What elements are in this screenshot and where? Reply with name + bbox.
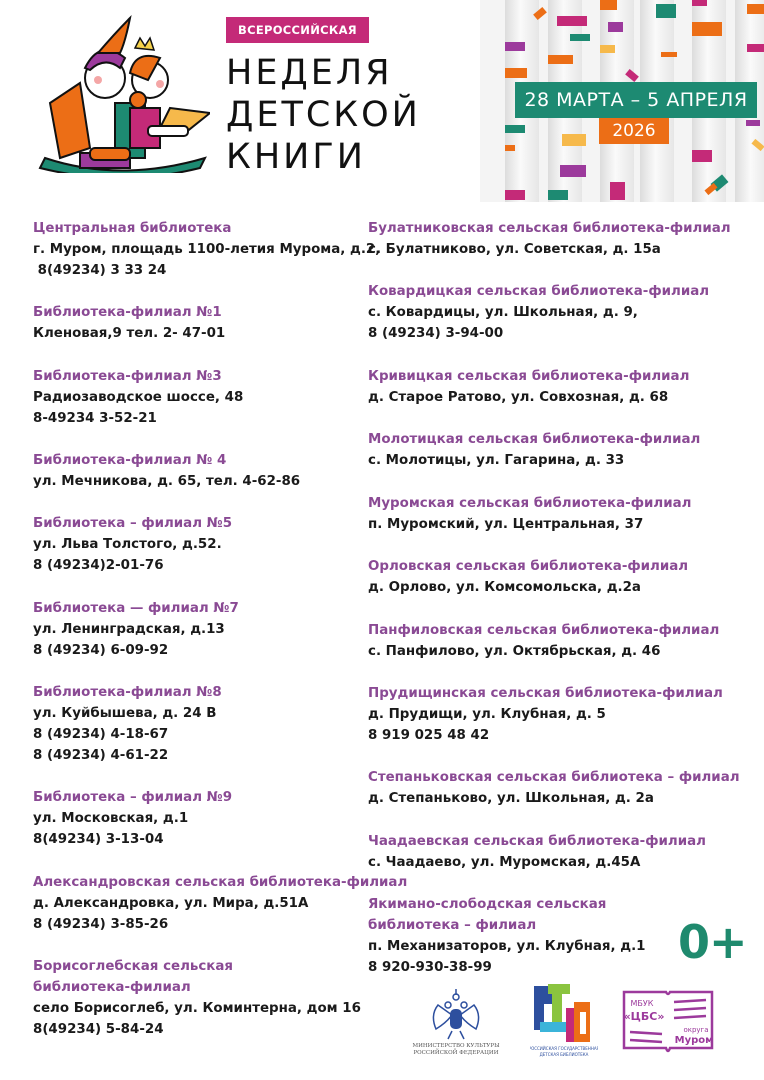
open-book-icon — [622, 988, 714, 1056]
library-entry — [368, 429, 700, 471]
library-entry — [368, 831, 706, 873]
event-year: 2026 — [599, 118, 669, 144]
ministry-of-culture-logo — [408, 985, 504, 1057]
rgdb-logo — [530, 982, 598, 1062]
library-address: с. Ковардицы, ул. Школьная, д. 9, — [368, 305, 638, 320]
library-entry — [33, 218, 380, 281]
age-rating: 0+ — [678, 915, 747, 969]
library-entry — [33, 450, 300, 492]
library-name: Булатниковская сельская библиотека-филиал — [368, 221, 731, 236]
library-name: Библиотека — филиал №7 — [33, 601, 239, 616]
library-name: Библиотека-филиал №8 — [33, 685, 222, 700]
library-name: Библиотека-филиал №3 — [33, 369, 222, 384]
library-address: ул. Куйбышева, д. 24 В — [33, 706, 217, 721]
library-name: Библиотека-филиал №1 — [33, 305, 222, 320]
library-name: Прудищинская сельская библиотека-филиал — [368, 686, 723, 701]
rgdb-caption-2: ДЕТСКАЯ БИБЛИОТЕКА — [539, 1052, 589, 1057]
library-address: г. Муром, площадь 1100-летия Мурома, д.2, — [33, 242, 381, 257]
library-address: д. Старое Ратово, ул. Совхозная, д. 68 — [368, 390, 669, 405]
library-phone: 8(49234) 3-13-04 — [33, 832, 164, 847]
library-name: Чаадаевская сельская библиотека-филиал — [368, 834, 706, 849]
library-name: Библиотека – филиал №9 — [33, 790, 233, 805]
library-address: с. Булатниково, ул. Советская, д. 15а — [368, 242, 661, 257]
library-address: п. Муромский, ул. Центральная, 37 — [368, 517, 644, 532]
badge-vserossiyskaya: ВСЕРОССИЙСКАЯ — [226, 17, 369, 43]
library-name: Молотицкая сельская библиотека-филиал — [368, 432, 701, 447]
library-name-cont: библиотека-филиал — [33, 980, 191, 995]
svg-text:округа: округа — [683, 1026, 709, 1034]
svg-text:Муром: Муром — [674, 1035, 714, 1046]
library-address: д. Александровка, ул. Мира, д.51А — [33, 896, 309, 911]
svg-text:МБУК: МБУК — [630, 999, 654, 1008]
library-name-cont: библиотека – филиал — [368, 918, 537, 933]
library-entry — [33, 956, 361, 1040]
library-address: село Борисоглеб, ул. Коминтерна, дом 16 — [33, 1001, 361, 1016]
library-phone: 8 (49234) 3-94-00 — [368, 326, 504, 341]
library-entry — [368, 493, 691, 535]
rgdb-caption-1: РОССИЙСКАЯ ГОСУДАРСТВЕННАЯ — [530, 1046, 598, 1051]
library-address: д. Степаньково, ул. Школьная, д. 2а — [368, 791, 654, 806]
library-name: Библиотека – филиал №5 — [33, 516, 233, 531]
event-dates: 28 МАРТА – 5 АПРЕЛЯ — [515, 82, 757, 118]
library-entry — [33, 302, 225, 344]
library-entry — [33, 513, 232, 576]
library-name: Орловская сельская библиотека-филиал — [368, 559, 689, 574]
library-name: Муромская сельская библиотека-филиал — [368, 496, 692, 511]
library-address: с. Чаадаево, ул. Муромская, д.45А — [368, 855, 641, 870]
ministry-caption-line-1: МИНИСТЕРСТВО КУЛЬТУРЫ — [412, 1043, 500, 1049]
library-address: ул. Ленинградская, д.13 — [33, 622, 225, 637]
library-entry — [33, 682, 222, 766]
library-address: ул. Мечникова, д. 65, тел. 4-62-86 — [33, 474, 301, 489]
library-entry — [368, 683, 723, 746]
ministry-caption-line-2: РОССИЙСКОЙ ФЕДЕРАЦИИ — [413, 1050, 499, 1056]
library-phone: 8(49234) 5-84-24 — [33, 1022, 164, 1037]
svg-text:«ЦБС»: «ЦБС» — [623, 1010, 665, 1023]
library-address: п. Механизаторов, ул. Клубная, д.1 — [368, 939, 646, 954]
library-entry — [368, 894, 645, 978]
library-entry — [33, 872, 407, 935]
library-entry — [33, 598, 239, 661]
library-entry — [368, 556, 688, 598]
library-entry — [368, 281, 709, 344]
library-name: Александровская сельская библиотека-филиал — [33, 875, 408, 890]
library-name: Панфиловская сельская библиотека-филиал — [368, 623, 720, 638]
library-name: Кривицкая сельская библиотека-филиал — [368, 369, 690, 384]
title-line-1: НЕДЕЛЯ — [226, 53, 393, 93]
mbuk-cbs-murom-logo — [622, 988, 714, 1056]
library-phone: 8 920-930-38-99 — [368, 960, 492, 975]
library-phone: 8 (49234) 4-18-67 — [33, 727, 169, 742]
library-address: ул. Московская, д.1 — [33, 811, 189, 826]
library-entry — [368, 366, 689, 408]
library-address: с. Молотицы, ул. Гагарина, д. 33 — [368, 453, 625, 468]
library-address: д. Прудищи, ул. Клубная, д. 5 — [368, 707, 606, 722]
library-name: Якимано-слободская сельская — [368, 897, 607, 912]
library-address: ул. Льва Толстого, д.52. — [33, 537, 222, 552]
library-phone: 8 (49234)2-01-76 — [33, 558, 164, 573]
library-name: Борисоглебская сельская — [33, 959, 234, 974]
library-phone: 8 919 025 48 42 — [368, 728, 490, 743]
children-reading-logo-icon — [20, 8, 210, 173]
library-entry — [368, 620, 719, 662]
library-phone: 8 (49234) 3-85-26 — [33, 917, 169, 932]
library-phone: 8 (49234) 6-09-92 — [33, 643, 169, 658]
title-line-2: ДЕТСКОЙ — [226, 95, 421, 135]
library-name: Степаньковская сельская библиотека – филиал — [368, 770, 740, 785]
library-phone: 8-49234 3-52-21 — [33, 411, 157, 426]
library-phone: 8 (49234) 4-61-22 — [33, 748, 169, 763]
library-address: д. Орлово, ул. Комсомольска, д.2а — [368, 580, 641, 595]
library-address: с. Панфилово, ул. Октябрьская, д. 46 — [368, 644, 661, 659]
library-name: Библиотека-филиал № 4 — [33, 453, 227, 468]
library-address: Кленовая,9 тел. 2- 47-01 — [33, 326, 226, 341]
library-name: Центральная библиотека — [33, 221, 232, 236]
library-entry — [33, 366, 243, 429]
library-entry — [368, 218, 731, 260]
library-name: Ковардицкая сельская библиотека-филиал — [368, 284, 710, 299]
title-line-3: КНИГИ — [226, 137, 366, 177]
library-address: Радиозаводское шоссе, 48 — [33, 390, 244, 405]
double-headed-eagle-icon — [408, 985, 504, 1041]
rgdb-letters-icon — [530, 982, 598, 1062]
library-phone: 8(49234) 3 33 24 — [33, 263, 167, 278]
library-entry — [368, 767, 740, 809]
library-entry — [33, 787, 232, 850]
